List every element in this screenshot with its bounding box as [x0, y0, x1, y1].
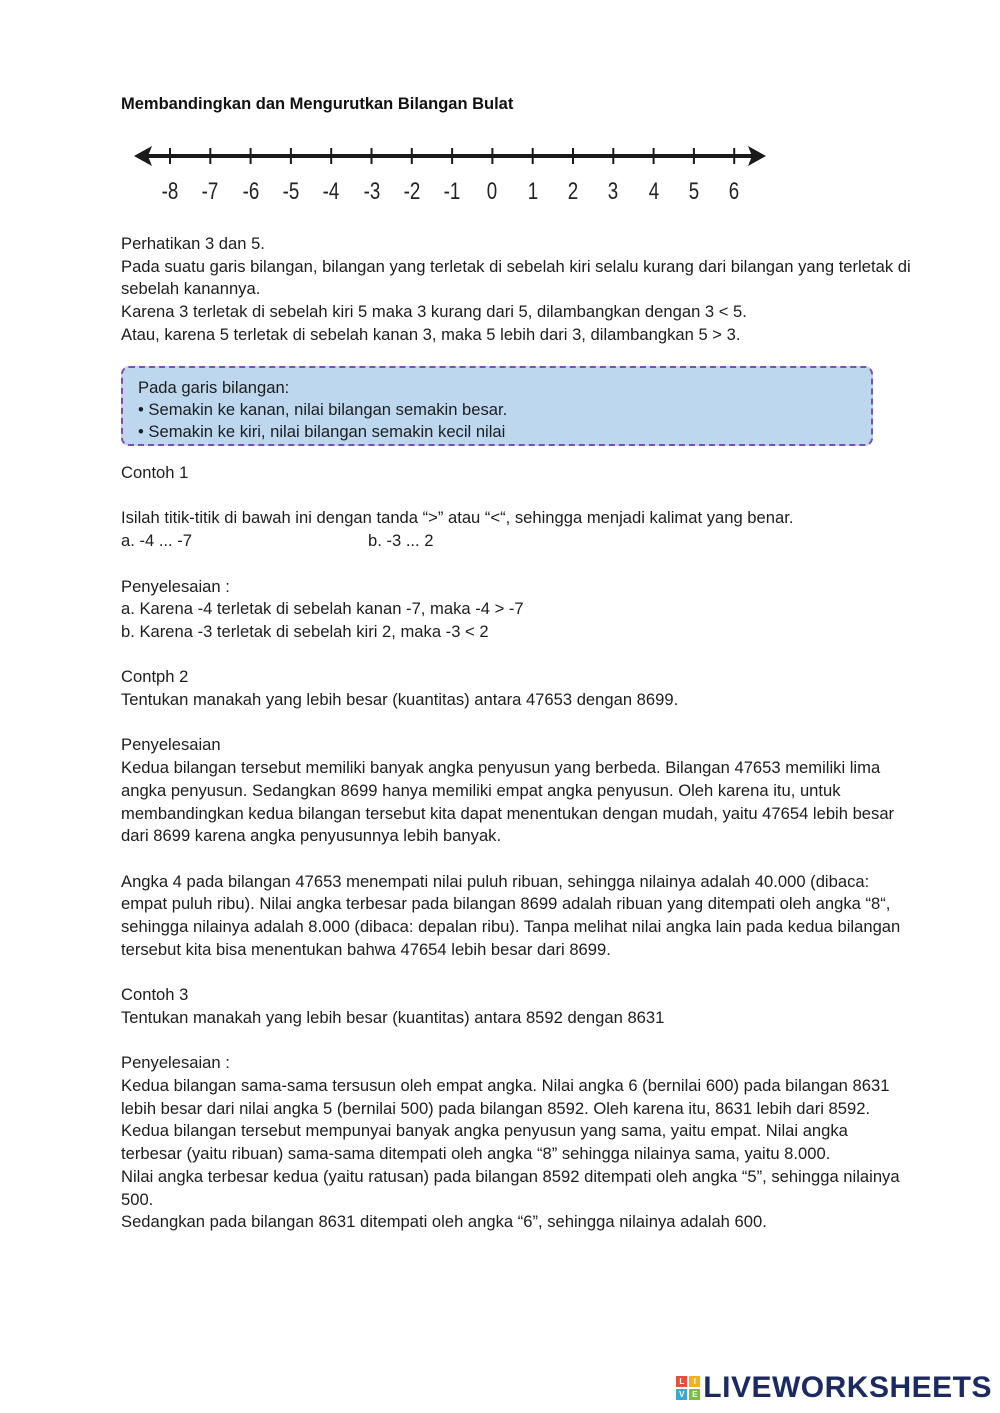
number-line-label: -1: [443, 178, 461, 205]
contoh-3-solution-heading: Penyelesaian :: [121, 1053, 230, 1073]
number-line-label: 1: [527, 178, 538, 205]
page-title: Membandingkan dan Mengurutkan Bilangan Bulat: [121, 95, 514, 113]
intro-line: Karena 3 terletak di sebelah kiri 5 maka 3 kurang dari 5, dilambangkan dengan 3 < 5.: [121, 302, 747, 322]
contoh-2-heading: Contph 2: [121, 667, 189, 687]
number-line-label: -6: [242, 178, 259, 205]
contoh-2-question: Tentukan manakah yang lebih besar (kuantitas) antara 47653 dengan 8699.: [121, 690, 679, 710]
liveworksheets-logo: [676, 1371, 992, 1405]
contoh-1-item-b: b. -3 ... 2: [368, 531, 434, 551]
intro-line: Perhatikan 3 dan 5.: [121, 234, 265, 253]
logo-tile: V: [676, 1389, 687, 1400]
number-line-label: 5: [688, 178, 700, 205]
contoh-1-instruction: Isilah titik-titik di bawah ini dengan tanda “>” atau “<“, sehingga menjadi kalimat yang benar.: [121, 508, 794, 528]
contoh-3-paragraph: Sedangkan pada bilangan 8631 ditempati oleh angka “6”, sehingga nilainya adalah 600.: [121, 1212, 767, 1232]
intro-line: Atau, karena 5 terletak di sebelah kanan 3, maka 5 lebih dari 3, dilambangkan 5 > 3.: [121, 324, 741, 344]
brand-name: LIVEWORKSHEETS: [703, 1371, 992, 1404]
note-heading: Pada garis bilangan:: [138, 378, 290, 397]
contoh-2-paragraph: Kedua bilangan tersebut memiliki banyak angka penyusun yang berbeda. Bilangan 47653 memiliki lima angka penyusun. Sedangkan 8699 hanya memiliki empat angka penyusun. Oleh karena itu, untuk membandingkan kedua bilangan tersebut kita dapat menentukan dengan mudah, yaitu 47654 lebih besar dari 8699 karena angka penyusunnya lebih banyak.: [121, 758, 895, 846]
number-line-label: -4: [322, 178, 340, 205]
contoh-3-heading: Contoh 3: [121, 985, 189, 1005]
note-box: [121, 366, 873, 446]
contoh-1-solution-line: b. Karena -3 terletak di sebelah kiri 2, maka -3 < 2: [121, 621, 489, 641]
number-line-label: -3: [363, 178, 380, 205]
number-line-label: 3: [608, 178, 619, 205]
contoh-3-paragraph: Nilai angka terbesar kedua (yaitu ratusan) pada bilangan 8592 ditempati oleh angka “5”, sehingga nilainya 500.: [121, 1166, 900, 1209]
number-line-label: 4: [648, 178, 659, 205]
contoh-3-paragraph: Kedua bilangan tersebut mempunyai banyak angka penyusun yang sama, yaitu empat. Nilai angka terbesar (yaitu ribuan) sama-sama ditempati oleh angka “8” sehingga nilainya sama, yaitu 8.000.: [121, 1121, 848, 1164]
logo-tile: E: [689, 1389, 700, 1400]
contoh-1-section: [121, 462, 911, 1234]
number-line-label: 6: [728, 178, 740, 205]
number-line-label: 2: [567, 178, 579, 205]
contoh-1-solution-heading: Penyelesaian :: [121, 576, 230, 596]
intro-line: Pada suatu garis bilangan, bilangan yang terletak di sebelah kiri selalu kurang dari bilangan yang terletak di sebelah kanannya.: [121, 256, 911, 299]
number-line-label: -8: [161, 178, 179, 205]
number-line-label: 0: [487, 178, 498, 205]
contoh-3-question: Tentukan manakah yang lebih besar (kuantitas) antara 8592 dengan 8631: [121, 1007, 665, 1027]
logo-tile: L: [676, 1376, 687, 1387]
number-line-axis: [130, 140, 780, 180]
note-bullet: • Semakin ke kanan, nilai bilangan semakin besar.: [138, 400, 508, 419]
number-line: [130, 140, 780, 210]
contoh-2-solution-heading: Penyelesaian: [121, 735, 221, 755]
intro-section: [121, 233, 911, 347]
contoh-1-solution-line: a. Karena -4 terletak di sebelah kanan -7, maka -4 > -7: [121, 599, 524, 619]
liveworksheets-icon: [676, 1376, 700, 1400]
note-bullet: • Semakin ke kiri, nilai bilangan semakin kecil nilai: [138, 422, 506, 441]
number-line-label: -5: [282, 178, 300, 205]
contoh-1-item-a: a. -4 ... -7: [121, 531, 193, 551]
number-line-label: -7: [201, 178, 219, 205]
contoh-1-heading: Contoh 1: [121, 463, 189, 482]
contoh-3-paragraph: Kedua bilangan sama-sama tersusun oleh empat angka. Nilai angka 6 (bernilai 600) pada bilangan 8631 lebih besar dari nilai angka 5 (bernilai 500) pada bilangan 8592. Oleh karena itu, 8631 lebih dari 8592.: [121, 1075, 890, 1118]
number-line-label: -2: [403, 178, 421, 205]
contoh-2-paragraph: Angka 4 pada bilangan 47653 menempati nilai puluh ribuan, sehingga nilainya adalah 40.000 (dibaca: empat puluh ribu). Nilai angka terbesar pada bilangan 8699 adalah ribuan yang ditempati oleh angka “8“, sehingga nilainya adalah 8.000 (dibaca: depalan ribu). Tanpa melihat nilai angka lain pada kedua bilangan tersebut kita bisa menentukan bahwa 47654 lebih besar dari 8699.: [121, 871, 901, 959]
logo-tile: I: [689, 1376, 700, 1387]
